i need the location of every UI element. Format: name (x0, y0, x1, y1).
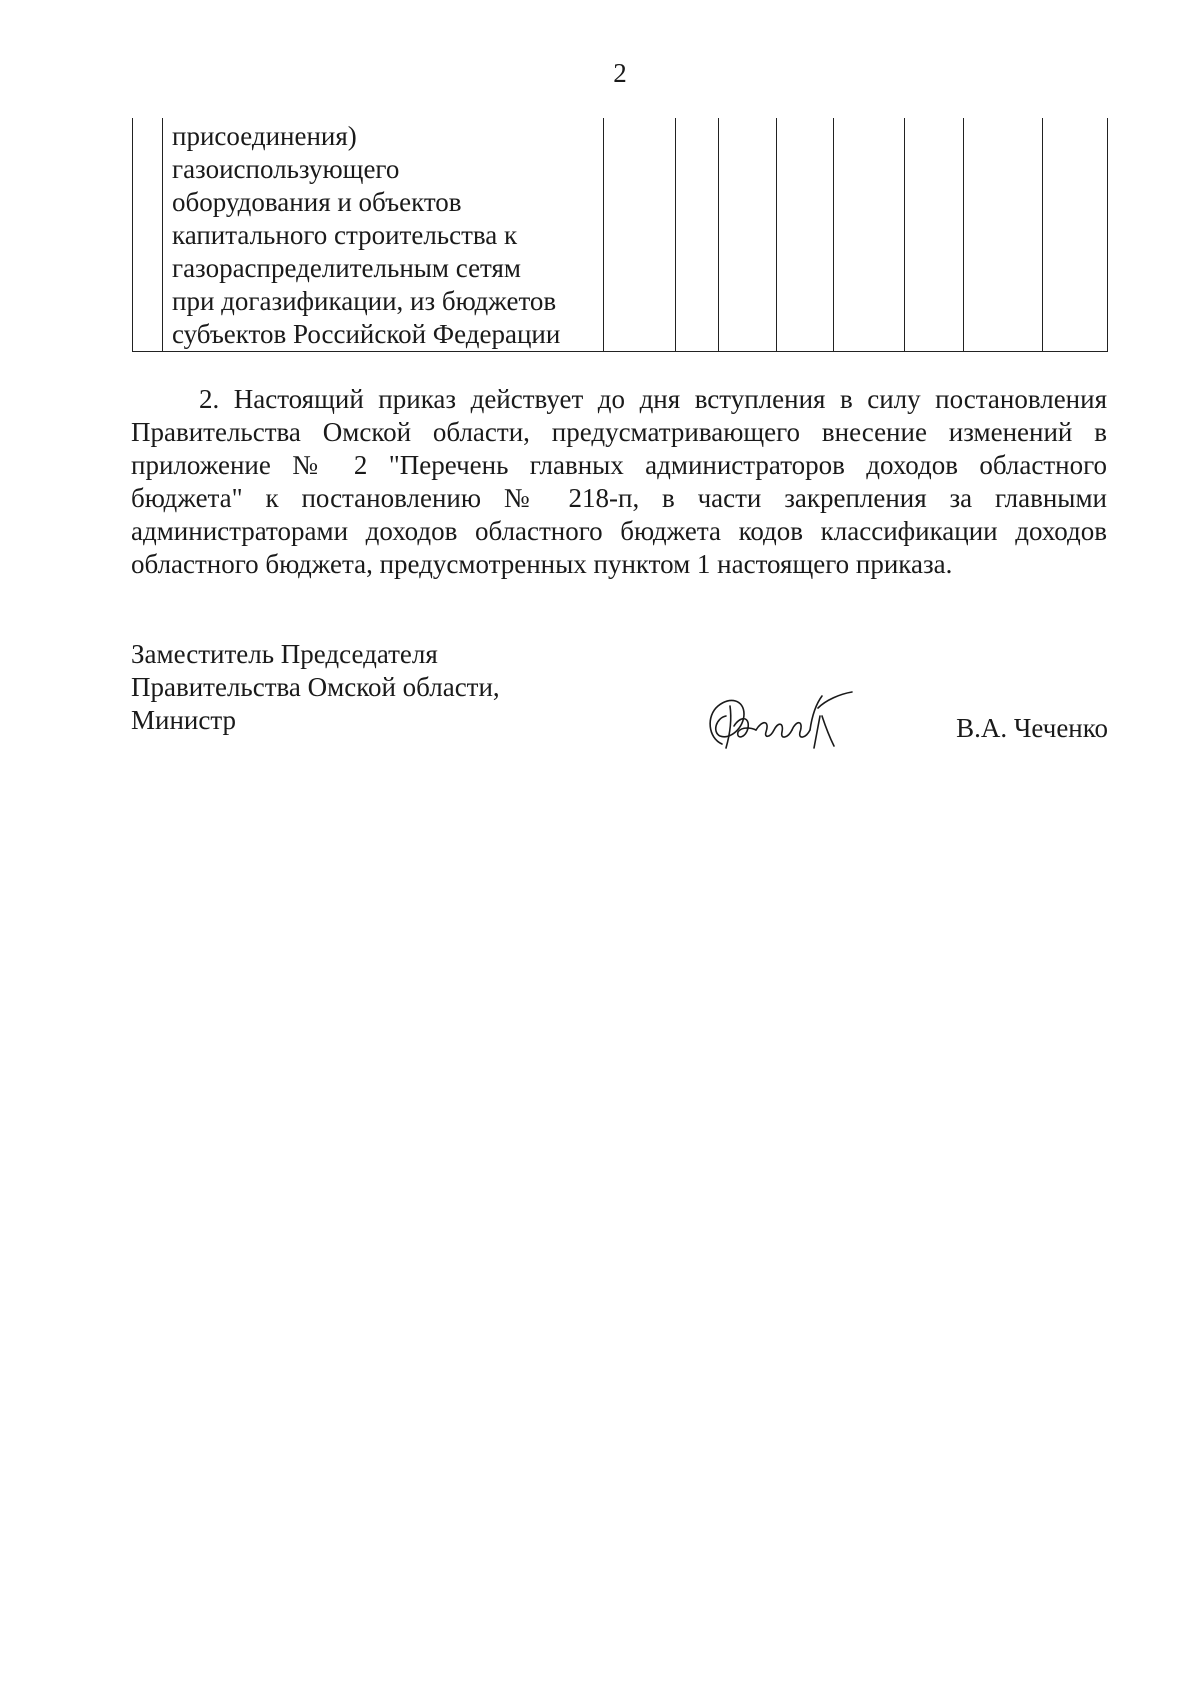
continued-table (132, 118, 1108, 352)
table-cell (964, 118, 1043, 352)
table-cell (905, 118, 964, 352)
table-row (133, 118, 1108, 352)
description-line: газораспределительным сетям (172, 253, 521, 283)
table-cell-description (163, 118, 604, 352)
page-number: 2 (613, 58, 627, 88)
signer-name: В.А. Чеченко (956, 713, 1108, 743)
description-line: субъектов Российской Федерации (172, 319, 561, 349)
table-cell (604, 118, 676, 352)
description-line: оборудования и объектов (172, 187, 462, 217)
signatory-position (131, 638, 500, 737)
paragraph-line: бюджета" к постановлению № 218-п, в части закрепления за главными (131, 483, 1107, 513)
table-cell (1043, 118, 1108, 352)
table-cell (676, 118, 719, 352)
table-cell-number (133, 118, 163, 352)
description-line: при догазификации, из бюджетов (172, 286, 557, 316)
position-line: Министр (131, 705, 236, 735)
description-line: газоиспользующего (172, 154, 400, 184)
handwritten-signature (700, 686, 860, 762)
description-line: капитального строительства к (172, 220, 518, 250)
description-line: присоединения) (172, 121, 357, 151)
paragraph-line: администраторами доходов областного бюджета кодов классификации доходов (131, 516, 1107, 546)
table-cell (834, 118, 905, 352)
paragraph-line: областного бюджета, предусмотренных пунктом 1 настоящего приказа. (131, 549, 953, 579)
paragraph-line: приложение № 2 "Перечень главных администраторов доходов областного (131, 450, 1107, 480)
table-cell (777, 118, 834, 352)
order-paragraph-2 (131, 383, 1107, 581)
position-line: Правительства Омской области, (131, 672, 500, 702)
position-line: Заместитель Председателя (131, 639, 438, 669)
paragraph-line: Правительства Омской области, предусматривающего внесение изменений в (131, 417, 1107, 447)
table-cell (719, 118, 777, 352)
paragraph-line: 2. Настоящий приказ действует до дня вступления в силу постановления (199, 384, 1107, 414)
